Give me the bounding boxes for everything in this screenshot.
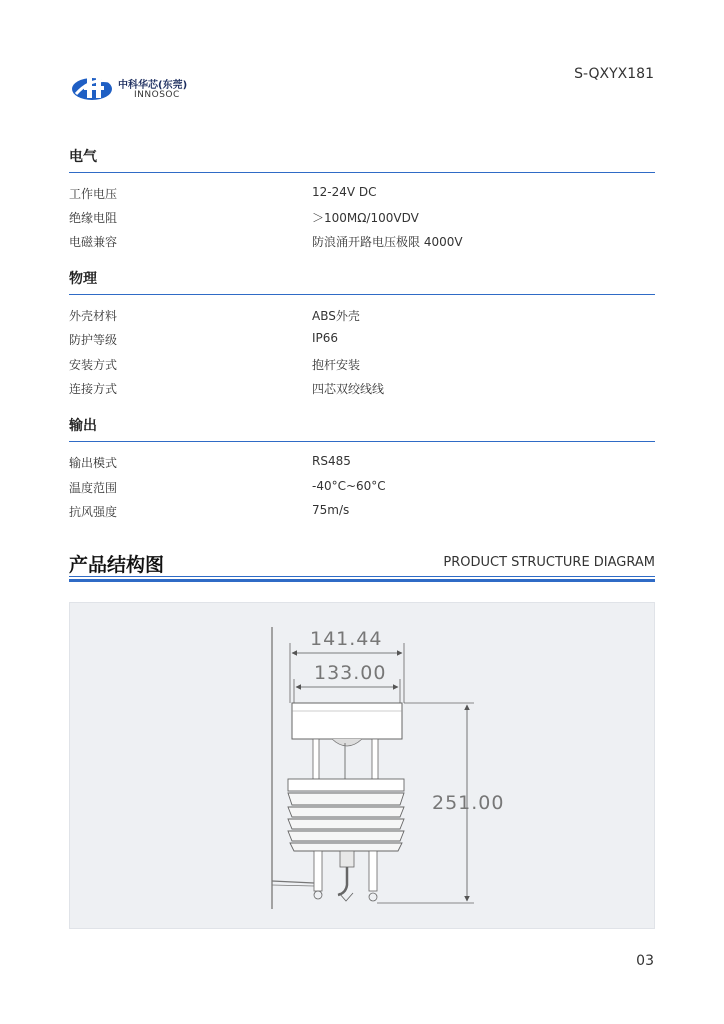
section-divider xyxy=(69,441,655,442)
spec-label: 绝缘电阻 xyxy=(69,211,118,225)
spec-row xyxy=(69,479,655,499)
dimension-inner-width: 133.00 xyxy=(314,662,387,684)
company-logo xyxy=(70,72,200,104)
spec-row xyxy=(69,233,655,253)
dimension-height: 251.00 xyxy=(432,792,505,814)
spec-row xyxy=(69,209,655,229)
section-title-electrical: 电气 xyxy=(69,149,97,165)
spec-label: 抗风强度 xyxy=(69,505,118,519)
spec-value: 12-24V DC xyxy=(312,185,377,199)
spec-row xyxy=(69,331,655,351)
spec-value: 防浪涌开路电压极限 4000V xyxy=(312,235,463,249)
logo-company-name-en: INNOSOC xyxy=(134,90,180,100)
section-title-physical: 物理 xyxy=(69,271,97,287)
spec-row xyxy=(69,356,655,376)
structure-title: 产品结构图 xyxy=(69,554,165,576)
spec-label: 安装方式 xyxy=(69,358,118,372)
title-divider-thick xyxy=(69,579,655,582)
spec-label: 输出模式 xyxy=(69,456,118,470)
spec-value: IP66 xyxy=(312,331,339,345)
section-title-output: 输出 xyxy=(69,418,97,434)
spec-value: ＞100MΩ/100VDV xyxy=(312,211,419,225)
dimension-outer-width: 141.44 xyxy=(310,628,383,650)
logo-company-name-cn: 中科华芯(东莞) xyxy=(118,80,188,91)
spec-label: 电磁兼容 xyxy=(69,235,118,249)
spec-label: 外壳材料 xyxy=(69,309,118,323)
model-number: S-QXYX181 xyxy=(574,66,654,82)
section-divider xyxy=(69,294,655,295)
spec-value: ABS外壳 xyxy=(312,309,360,323)
spec-value: -40°C~60°C xyxy=(312,479,386,493)
spec-label: 工作电压 xyxy=(69,187,118,201)
spec-label: 连接方式 xyxy=(69,382,118,396)
structure-drawing xyxy=(70,603,656,930)
spec-row xyxy=(69,380,655,400)
spec-label: 防护等级 xyxy=(69,333,118,347)
logo-mark-icon xyxy=(70,72,116,104)
spec-value: 抱杆安装 xyxy=(312,358,361,372)
spec-label: 温度范围 xyxy=(69,481,118,495)
spec-row xyxy=(69,503,655,523)
title-divider-thin xyxy=(69,576,655,577)
spec-row xyxy=(69,454,655,474)
page-number: 03 xyxy=(636,953,654,969)
spec-value: 75m/s xyxy=(312,503,350,517)
spec-value: RS485 xyxy=(312,454,351,468)
spec-value: 四芯双绞线线 xyxy=(312,382,385,396)
spec-row xyxy=(69,307,655,327)
structure-subtitle: PRODUCT STRUCTURE DIAGRAM xyxy=(443,555,655,570)
section-divider xyxy=(69,172,655,173)
structure-diagram xyxy=(69,602,655,929)
spec-row xyxy=(69,185,655,205)
